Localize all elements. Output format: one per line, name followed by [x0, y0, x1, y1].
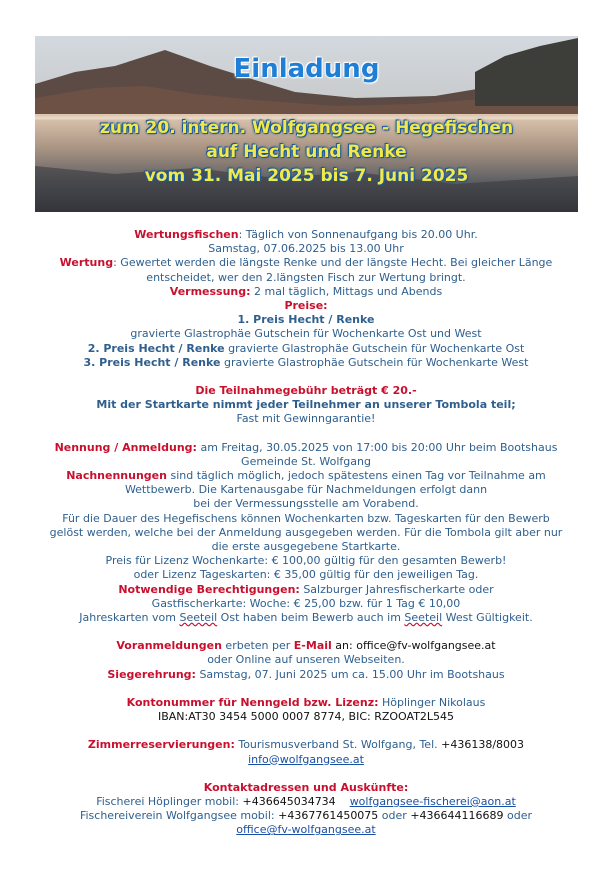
siegerehrung-text: Samstag, 07. Juni 2025 um ca. 15.00 Uhr im Bootshaus	[195, 667, 505, 681]
berechtigungen-text: Salzburger Jahresfischerkarte oder	[299, 582, 494, 596]
voranmeldung-email[interactable]: office@fv-wolfgangsee.at	[356, 639, 496, 653]
lizenz-tag-price: oder Lizenz Tageskarten: € 35,00 gültig für den jeweiligen Tag.	[133, 568, 479, 582]
seeteil-word: Seeteil	[179, 611, 218, 625]
voranmeldung-an: an:	[331, 639, 357, 653]
siegerehrung-line	[20, 668, 592, 682]
preis-2-text: gravierte Glastrophäe Gutschein für Wochenkarte Ost	[224, 341, 525, 355]
zimmer-line	[20, 738, 592, 752]
nennung-location: Gemeinde St. Wolfgang	[241, 454, 371, 468]
kontakt-verein-label: Fischereiverein Wolfgangsee mobil:	[79, 809, 279, 823]
nachnennung-line	[20, 469, 592, 483]
kontakt-office-email-link[interactable]: office@fv-wolfgangsee.at	[236, 823, 376, 837]
lizenz-woche-price: Preis für Lizenz Wochenkarte: € 100,00 gültig für den gesamten Bewerb!	[105, 554, 507, 568]
header-banner-image	[35, 36, 578, 212]
berechtigungen-label: Notwendige Berechtigungen:	[118, 582, 300, 596]
preis-3-line	[20, 356, 592, 370]
banner-title: Einladung	[233, 54, 380, 84]
preis-2-line	[20, 342, 592, 356]
kontakt-oder-2: oder	[503, 809, 533, 823]
preis-1-text: gravierte Glastrophäe Gutschein für Wochenkarte Ost und West	[130, 327, 482, 341]
kontakt-verein-phone-2[interactable]: +436644116689	[410, 809, 504, 823]
jahreskarten-text-c: Ost haben beim Bewerb auch im	[217, 611, 405, 625]
nachnennung-text: sind täglich möglich, jedoch spätestens einen Tag vor Teilnahme am	[166, 469, 546, 483]
kontakt-hoeplinger-line	[20, 795, 592, 809]
jahreskarten-text-a: Jahreskarten vom	[79, 611, 180, 625]
voranmeldung-line	[20, 639, 592, 653]
berechtigungen-line	[20, 583, 592, 597]
wertung-text: : Gewertet werden die längste Renke und der längste Hecht. Bei gleicher Länge	[113, 256, 553, 270]
zimmer-text: Tourismusverband St. Wolfgang, Tel.	[234, 738, 442, 752]
preis-2-label: 2. Preis Hecht / Renke	[87, 341, 225, 355]
banner-date-line: vom 31. Mai 2025 bis 7. Juni 2025	[144, 166, 469, 186]
email-label: E-Mail	[293, 639, 332, 653]
preis-3-text: gravierte Glastrophäe Gutschein für Wochenkarte West	[220, 355, 529, 369]
karten-line-3: die erste ausgegebene Startkarte.	[211, 540, 401, 554]
tombola-line: Mit der Startkarte nimmt jeder Teilnehmer an unserer Tombola teil;	[96, 398, 516, 412]
gewinngarantie-line: Fast mit Gewinngarantie!	[236, 412, 376, 426]
nachnennung-label: Nachnennungen	[66, 469, 167, 483]
karten-line-2: gelöst werden, welche bei der Anmeldung ausgegeben werden. Für die Tombola gilt aber nur	[49, 525, 563, 539]
kontakt-hoeplinger-email-link[interactable]: wolfgangsee-fischerei@aon.at	[349, 794, 516, 808]
zimmer-label: Zimmerreservierungen:	[87, 738, 235, 752]
vermessung-line	[20, 285, 592, 299]
kontakt-verein-line	[20, 809, 592, 823]
vermessung-label: Vermessung:	[169, 284, 251, 298]
preis-3-label: 3. Preis Hecht / Renke	[83, 355, 221, 369]
vermessung-text: 2 mal täglich, Mittags und Abends	[250, 284, 443, 298]
wertungsfischen-line	[20, 228, 592, 242]
kontakt-office-line	[20, 823, 592, 837]
kontakt-heading: Kontaktadressen und Auskünfte:	[203, 780, 409, 794]
online-line: oder Online auf unseren Webseiten.	[207, 653, 405, 667]
voranmeldung-text: erbeten per	[221, 639, 294, 653]
nachnennung-line-3: bei der Vermessungsstelle am Vorabend.	[193, 497, 419, 511]
zimmer-email-line	[20, 753, 592, 767]
konto-name: Höplinger Nikolaus	[378, 695, 486, 709]
seeteil-word-2: Seeteil	[404, 611, 443, 625]
kontakt-oder-1: oder	[378, 809, 411, 823]
gastfischerkarte-line: Gastfischerkarte: Woche: € 25,00 bzw. für 1 Tag € 10,00	[151, 596, 461, 610]
zimmer-phone[interactable]: +436138/8003	[441, 738, 525, 752]
konto-label: Kontonummer für Nenngeld bzw. Lizenz:	[126, 695, 379, 709]
banner-fish-line: auf Hecht und Renke	[206, 142, 407, 162]
jahreskarten-line	[20, 611, 592, 625]
wertungsfischen-label: Wertungsfischen	[134, 228, 239, 241]
siegerehrung-label: Siegerehrung:	[107, 667, 196, 681]
invitation-body	[20, 228, 592, 838]
zimmer-email-link[interactable]: info@wolfgangsee.at	[248, 752, 364, 766]
iban-line: IBAN:AT30 3454 5000 0007 8774, BIC: RZOOAT2L545	[157, 710, 455, 724]
kontakt-hoeplinger-phone[interactable]: +436645034734	[242, 794, 336, 808]
kontakt-verein-phone-1[interactable]: +4367761450075	[278, 809, 379, 823]
wertung-line-2: entscheidet, wer den 2.längsten Fisch zur Wertung bringt.	[146, 270, 466, 284]
kontakt-hoeplinger-label: Fischerei Höplinger mobil:	[96, 794, 243, 808]
teilnahmegebuehr: Die Teilnahmegebühr beträgt € 20.-	[195, 384, 417, 398]
konto-line	[20, 696, 592, 710]
preis-1-label: 1. Preis Hecht / Renke	[237, 313, 375, 327]
nennung-line	[20, 441, 592, 455]
voranmeldung-label: Voranmeldungen	[116, 639, 222, 653]
karten-line-1: Für die Dauer des Hegefischens können Wochenkarten bzw. Tageskarten für den Bewerb	[62, 511, 550, 525]
nennung-label: Nennung / Anmeldung:	[54, 440, 197, 454]
wertungsfischen-saturday: Samstag, 07.06.2025 bis 13.00 Uhr	[208, 242, 404, 256]
wertung-line	[20, 256, 592, 270]
preise-heading: Preise:	[284, 299, 328, 313]
wertung-label: Wertung	[59, 256, 114, 270]
wertungsfischen-text: : Täglich von Sonnenaufgang bis 20.00 Uhr.	[238, 228, 478, 241]
nennung-text: am Freitag, 30.05.2025 von 17:00 bis 20:00 Uhr beim Bootshaus	[196, 440, 558, 454]
banner-event-line: zum 20. intern. Wolfgangsee - Hegefischen	[99, 118, 514, 138]
nachnennung-line-2: Wettbewerb. Die Kartenausgabe für Nachmeldungen erfolgt dann	[124, 483, 488, 497]
jahreskarten-text-e: West Gültigkeit.	[442, 611, 533, 625]
